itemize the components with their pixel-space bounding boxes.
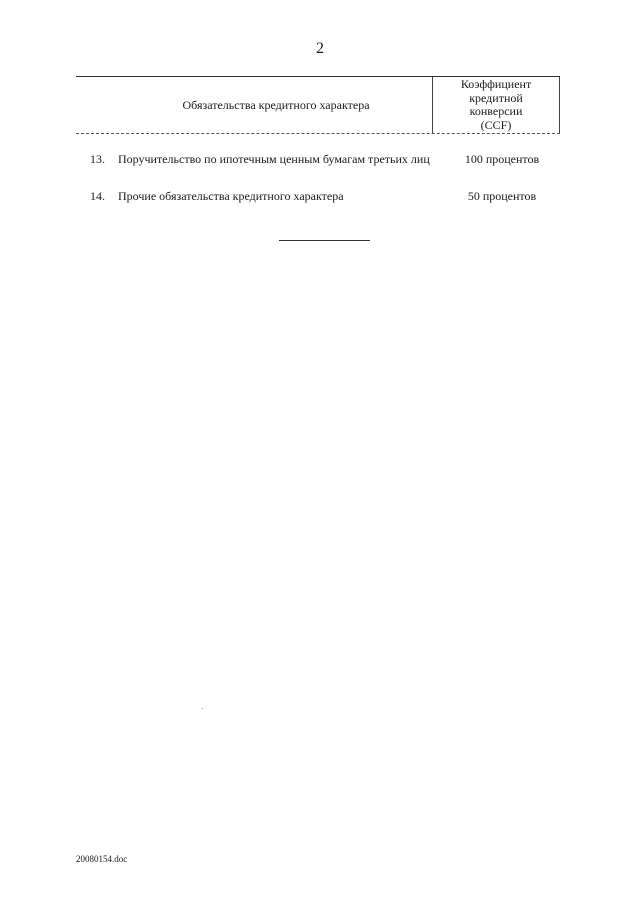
row-ccf-value: 100 процентов — [464, 152, 540, 166]
row-description: Поручительство по ипотечным ценным бумагам третьих лиц — [118, 152, 430, 166]
row-ccf-value: 50 процентов — [467, 189, 537, 203]
header-ccf-line: (CCF) — [480, 117, 512, 132]
table-header — [76, 76, 560, 134]
scan-speck — [202, 708, 203, 709]
page-number: 2 — [316, 40, 324, 57]
header-obligations: Обязательства кредитного характера — [182, 97, 370, 112]
header-ccf-line: Коэффициент — [460, 77, 532, 91]
header-ccf-line: конверсии — [469, 104, 523, 118]
header-ccf — [433, 78, 559, 132]
header-ccf-line: кредитной — [469, 90, 523, 105]
row-description: Прочие обязательства кредитного характера — [118, 189, 344, 203]
row-number: 14. — [90, 189, 105, 203]
footer-filename: 20080154.doc — [76, 854, 128, 864]
table-right-border — [559, 77, 560, 133]
row-number: 13. — [90, 152, 105, 166]
end-of-document-rule — [279, 240, 370, 241]
